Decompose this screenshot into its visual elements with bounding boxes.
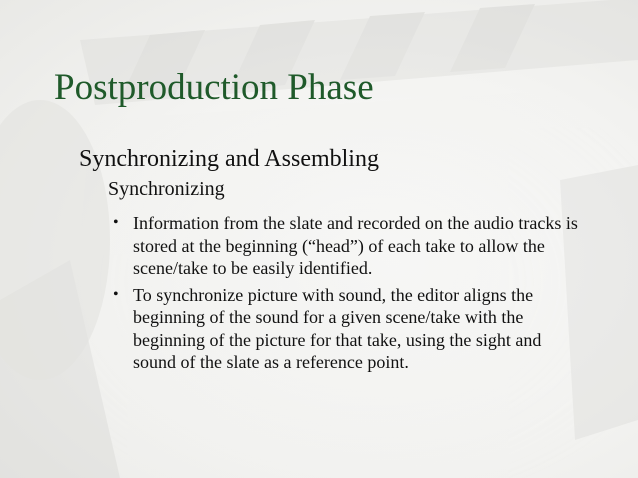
bullet-text: Information from the slate and recorded on the audio tracks is stored at the beginning (“head”) of each take to allow the scene/take to be easily identified. xyxy=(133,213,578,278)
bullet-list xyxy=(113,212,583,378)
bullet-text: To synchronize picture with sound, the editor aligns the beginning of the sound for a given scene/take with the beginning of the picture for that take, using the sight and sound of the slate as a reference point. xyxy=(133,284,542,372)
bullet-marker: • xyxy=(113,285,119,303)
section-heading: Synchronizing and Assembling xyxy=(79,146,379,172)
slide-title: Postproduction Phase xyxy=(54,67,374,108)
bullet-item xyxy=(113,284,583,374)
bullet-item xyxy=(113,212,583,280)
bullet-marker: • xyxy=(113,214,119,231)
subsection-heading: Synchronizing xyxy=(108,178,225,200)
